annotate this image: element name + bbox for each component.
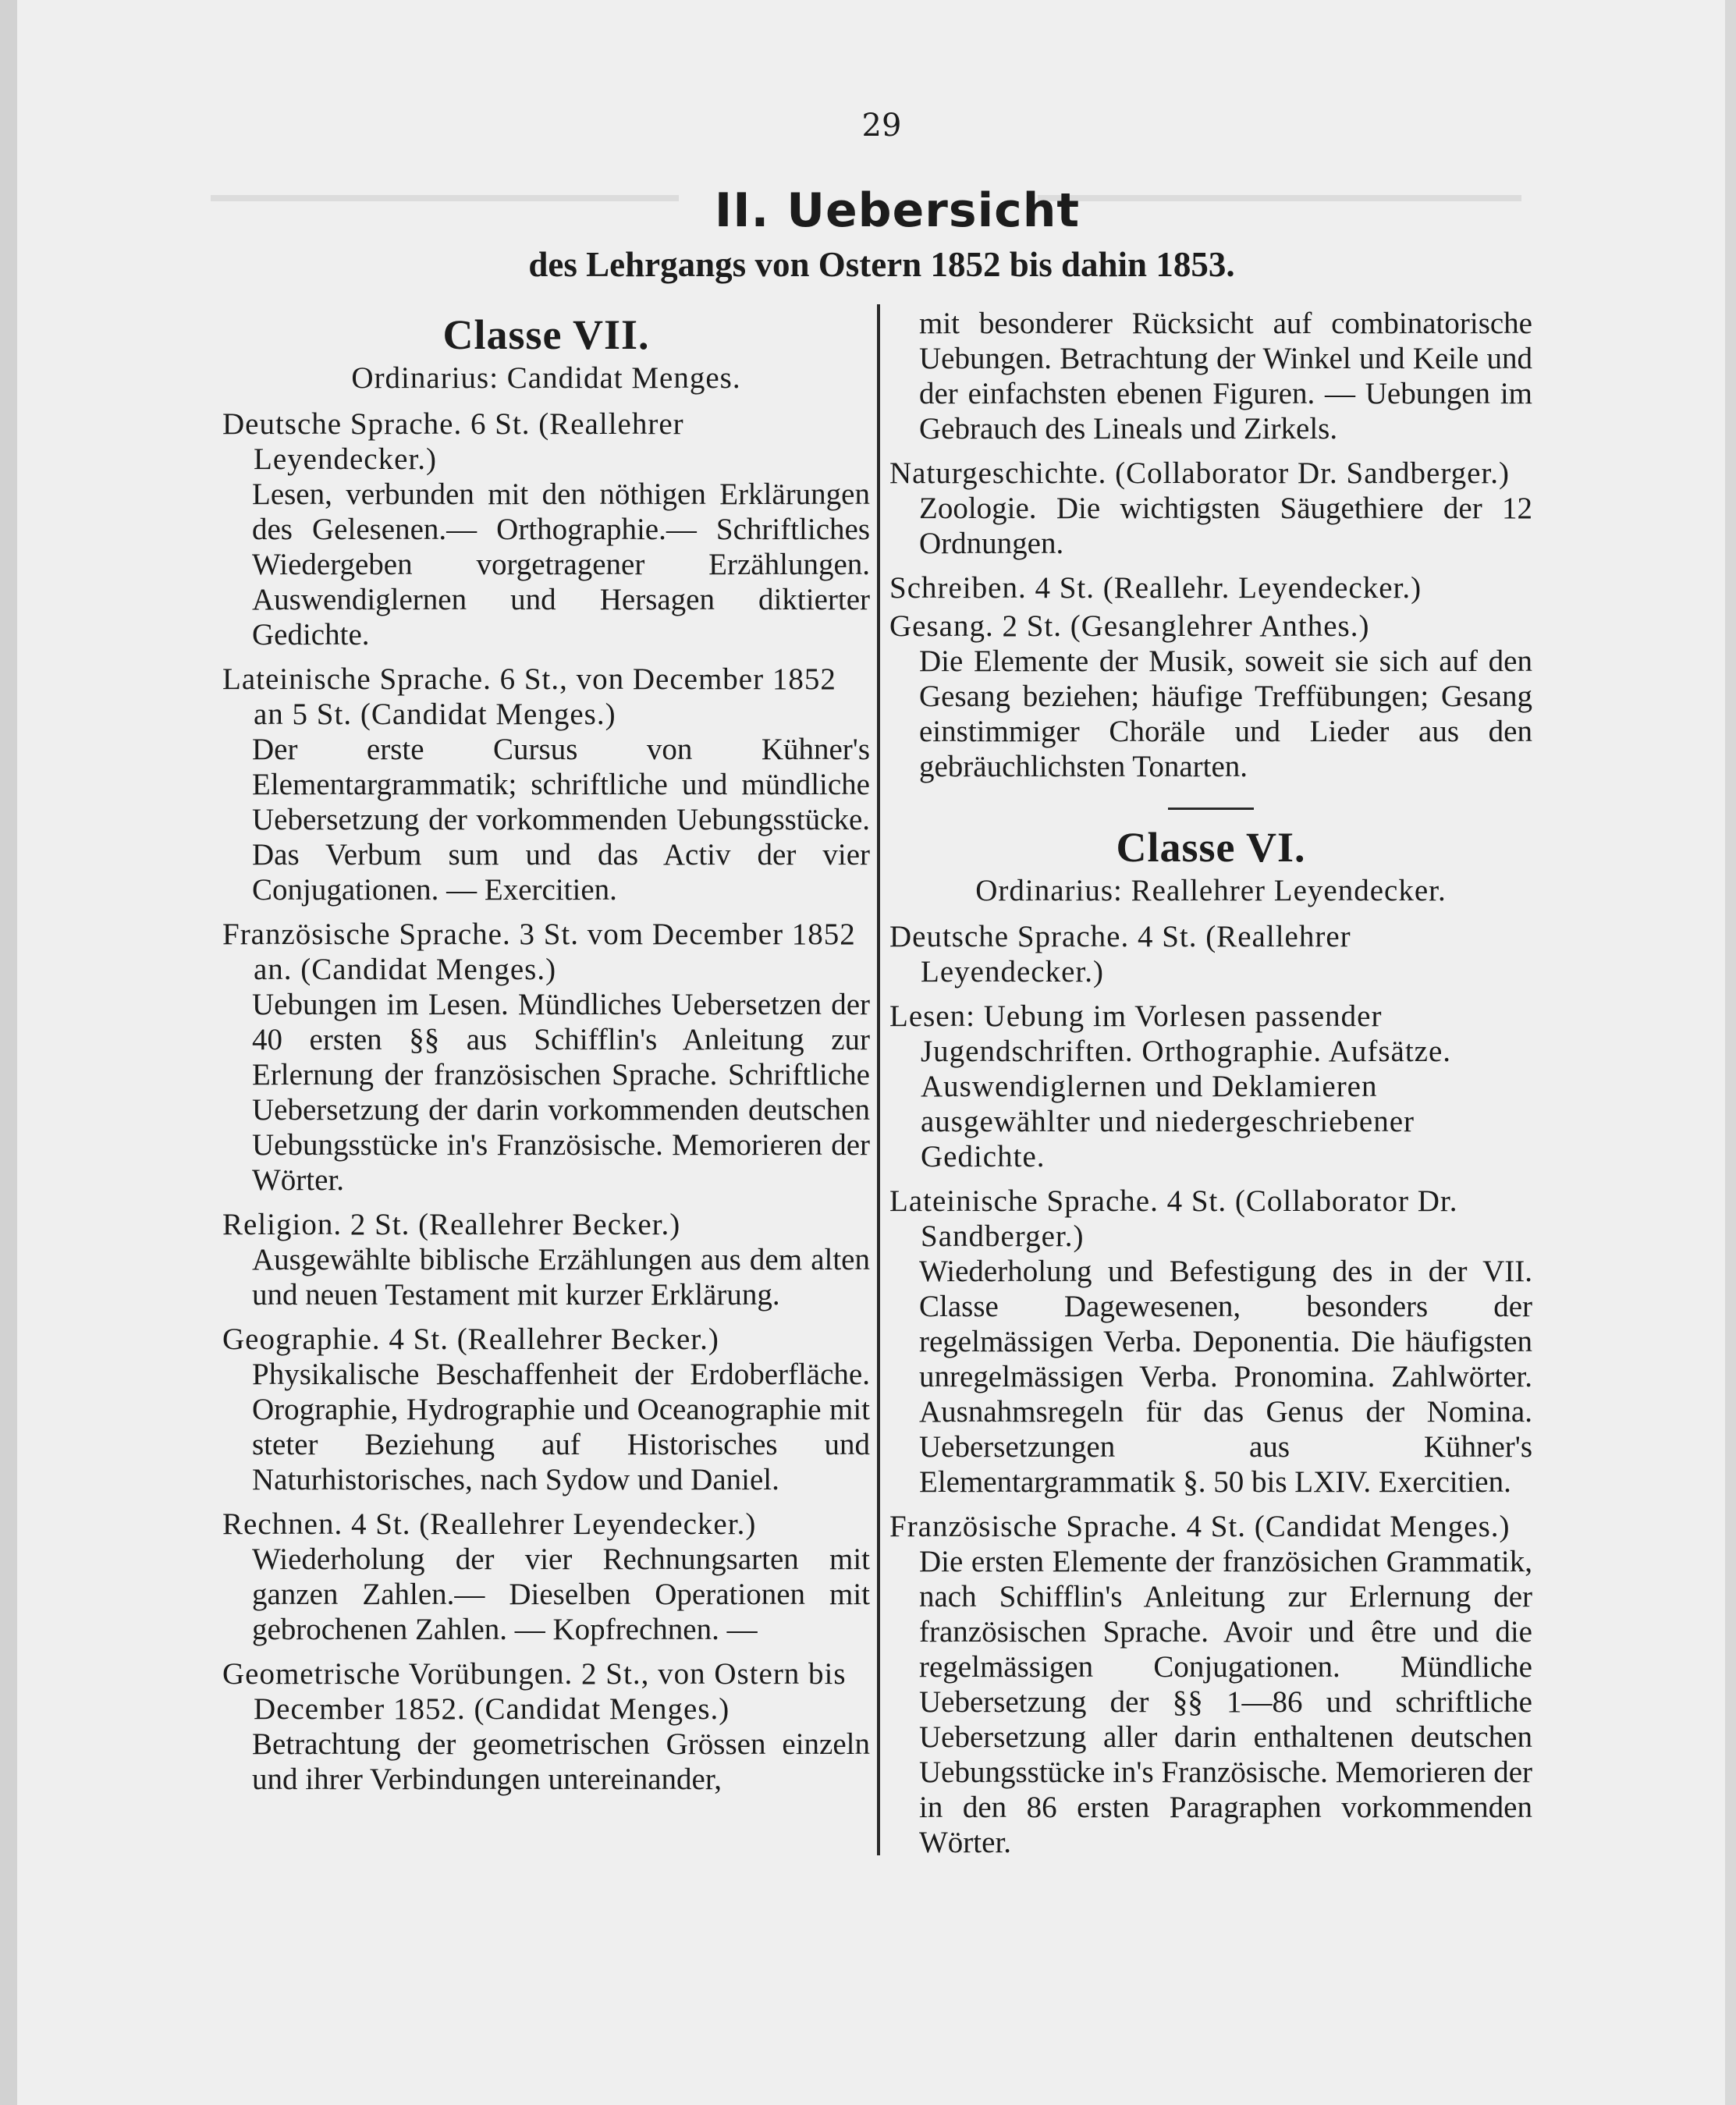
show-through-mark bbox=[1038, 195, 1521, 201]
subject-body: Ausgewählte biblische Erzählungen aus dem alten und neuen Testament mit kurzer Erklärung. bbox=[252, 1243, 870, 1312]
subject-body: Lesen, verbunden mit den nöthigen Erklärungen des Gelesenen.— Orthographie.— Schriftliches Wiedergeben vorgetragener Erzählungen. Auswendiglernen und Hersagen diktierter Gedichte. bbox=[252, 477, 870, 651]
subject-block bbox=[889, 999, 1532, 1174]
subject-heading: Gesang. 2 St. (Gesanglehrer Anthes.) bbox=[889, 609, 1370, 643]
subject-block bbox=[889, 609, 1532, 784]
subject-block bbox=[222, 917, 870, 1198]
subject-heading: Französische Sprache. 4 St. (Candidat Menges.) bbox=[889, 1510, 1511, 1543]
page-number: 29 bbox=[861, 108, 902, 144]
subject-heading: Geographie. 4 St. (Reallehrer Becker.) bbox=[222, 1322, 719, 1356]
subject-heading: Deutsche Sprache. 4 St. (Reallehrer Leyendecker.) bbox=[889, 920, 1351, 989]
right-column bbox=[889, 306, 1532, 1860]
subject-heading: Naturgeschichte. (Collaborator Dr. Sandberger.) bbox=[889, 456, 1511, 490]
page-edge-right bbox=[1725, 0, 1736, 2105]
subject-block bbox=[222, 1322, 870, 1497]
page-subtitle: des Lehrgangs von Ostern 1852 bis dahin 1853. bbox=[528, 245, 1235, 284]
subject-heading: Religion. 2 St. (Reallehrer Becker.) bbox=[222, 1208, 681, 1241]
page-title: II. Uebersicht bbox=[714, 183, 1081, 238]
ordinarius-line: Ordinarius: Candidat Menges. bbox=[351, 361, 741, 395]
continued-text: mit besonderer Rücksicht auf combinatorische Uebungen. Betrachtung der Winkel und Keile und der einfachsten ebenen Figuren. — Uebungen im Gebrauch des Lineals und Zirkels. bbox=[919, 307, 1532, 445]
subject-body: Physikalische Beschaffenheit der Erdoberfläche. Orographie, Hydrographie und Oceanographie mit steter Beziehung auf Historisches und Naturhistorisches, nach Sydow und Daniel. bbox=[252, 1358, 870, 1496]
class-heading: Classe VI. bbox=[1116, 824, 1306, 871]
show-through-mark bbox=[211, 195, 679, 201]
section-separator bbox=[1168, 808, 1254, 810]
left-column bbox=[222, 310, 870, 1797]
subject-body: Zoologie. Die wichtigsten Säugethiere der 12 Ordnungen. bbox=[919, 492, 1532, 560]
ordinarius-line: Ordinarius: Reallehrer Leyendecker. bbox=[975, 874, 1447, 907]
subject-body: Wiederholung und Befestigung des in der VII. Classe Dagewesenen, besonders der regelmässigen Verba. Deponentia. Die häufigsten unregelmässigen Verba. Pronomina. Zahlwörter. Ausnahmsregeln für das Genus der Nomina. Uebersetzungen aus Kühner's Elementargrammatik §. 50 bis LXIV. Exercitien. bbox=[919, 1255, 1532, 1499]
subject-heading: Lesen: Uebung im Vorlesen passender Jugendschriften. Orthographie. Aufsätze. Auswendiglernen und Deklamieren ausgewählter und niedergeschriebener Gedichte. bbox=[889, 999, 1452, 1173]
subject-block bbox=[222, 406, 870, 652]
subject-heading: Lateinische Sprache. 4 St. (Collaborator Dr. Sandberger.) bbox=[889, 1184, 1458, 1253]
subject-block bbox=[889, 456, 1532, 561]
subject-heading: Geometrische Vorübungen. 2 St., von Ostern bis December 1852. (Candidat Menges.) bbox=[222, 1657, 847, 1726]
subject-heading: Schreiben. 4 St. (Reallehr. Leyendecker.) bbox=[889, 571, 1422, 605]
subject-block bbox=[222, 1656, 870, 1797]
subject-block bbox=[222, 1207, 870, 1312]
subject-block bbox=[222, 662, 870, 907]
subject-body: Uebungen im Lesen. Mündliches Uebersetzen der 40 ersten §§ aus Schifflin's Anleitung zur Erlernung der französischen Sprache. Schriftliche Uebersetzung der darin vorkommenden deutschen Uebungsstücke in's Französische. Memorieren der Wörter. bbox=[252, 988, 870, 1197]
subject-heading: Rechnen. 4 St. (Reallehrer Leyendecker.) bbox=[222, 1507, 757, 1541]
subject-block bbox=[889, 919, 1532, 989]
subject-body: Die ersten Elemente der französichen Grammatik, nach Schifflin's Anleitung zur Erlernung der französischen Sprache. Avoir und être und die regelmässigen Conjugationen. Mündliche Uebersetzung der §§ 1—86 und schriftliche Uebersetzung aller darin enthaltenen deutschen Uebungsstücke in's Französische. Memorieren der in den 86 ersten Paragraphen vorkommenden Wörter. bbox=[919, 1545, 1532, 1859]
subject-block bbox=[889, 1184, 1532, 1500]
subject-heading: Lateinische Sprache. 6 St., von December 1852 an 5 St. (Candidat Menges.) bbox=[222, 662, 836, 731]
subject-block bbox=[889, 1509, 1532, 1860]
page-edge-left bbox=[0, 0, 17, 2105]
subject-body: Wiederholung der vier Rechnungsarten mit ganzen Zahlen.— Dieselben Operationen mit gebrochenen Zahlen. — Kopfrechnen. — bbox=[252, 1542, 870, 1646]
class-heading: Classe VII. bbox=[442, 311, 650, 358]
subject-heading: Französische Sprache. 3 St. vom December 1852 an. (Candidat Menges.) bbox=[222, 918, 856, 986]
column-divider bbox=[877, 304, 880, 1855]
subject-body: Der erste Cursus von Kühner's Elementargrammatik; schriftliche und mündliche Uebersetzung der vorkommenden Uebungsstücke. Das Verbum sum und das Activ der vier Conjugationen. — Exercitien. bbox=[252, 733, 870, 907]
subject-body: Betrachtung der geometrischen Grössen einzeln und ihrer Verbindungen untereinander, bbox=[252, 1727, 870, 1796]
subject-block bbox=[889, 570, 1532, 605]
subject-block bbox=[222, 1507, 870, 1647]
subject-heading: Deutsche Sprache. 6 St. (Reallehrer Leyendecker.) bbox=[222, 407, 684, 476]
subject-body: Die Elemente der Musik, soweit sie sich auf den Gesang beziehen; häufige Treffübungen; Gesang einstimmiger Choräle und Lieder aus den gebräuchlichsten Tonarten. bbox=[919, 644, 1532, 783]
